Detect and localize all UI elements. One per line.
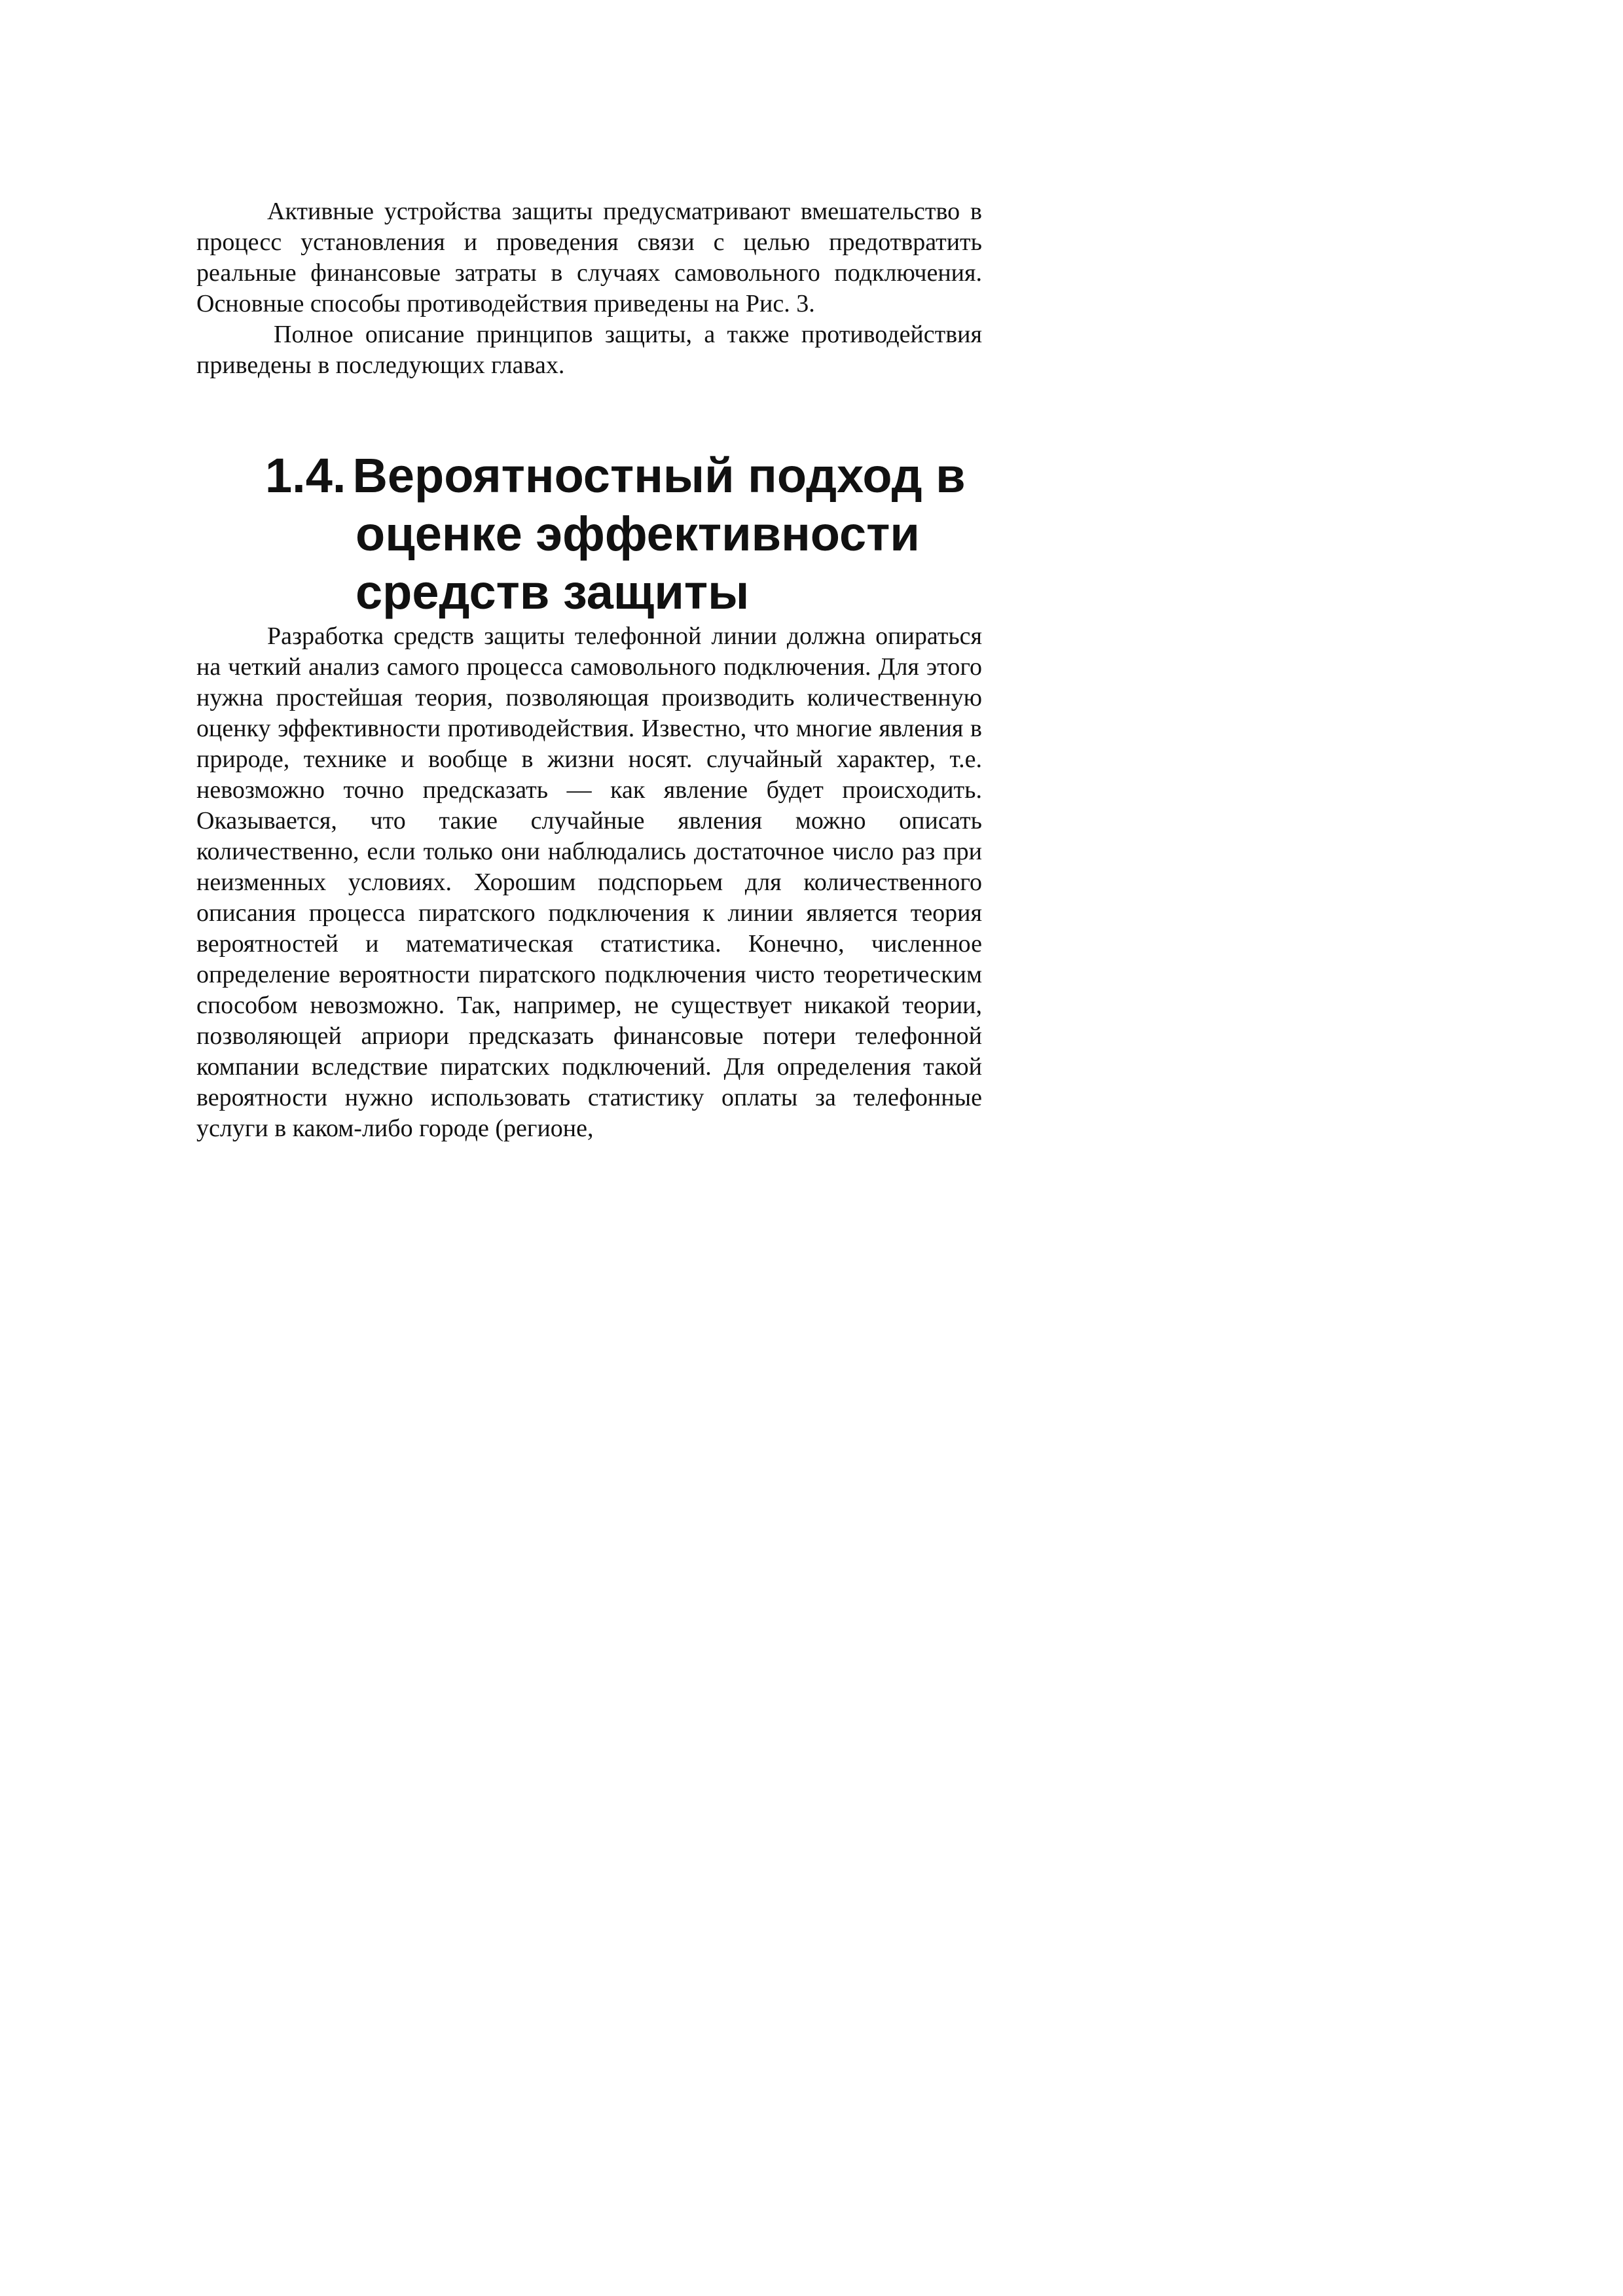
section-number: 1.4. [265, 448, 346, 503]
text-column [196, 196, 982, 1144]
section-heading-line-1 [265, 446, 982, 505]
section-heading-line-3: средств защиты [356, 565, 750, 619]
paragraph-active-protection: Активные устройства защиты предусматривают вмешательство в процесс установления и проведения связи с целью предотвратить реальные финансовые затраты в случаях самовольного подключения. Основные способы противодействия приведены на Рис. 3. [196, 198, 982, 317]
section-title-part-1: Вероятностный подход в [352, 448, 966, 503]
section-heading [196, 446, 982, 621]
section-heading-line-2: оценке эффективности [356, 507, 920, 561]
paragraph-full-description: Полное описание принципов защиты, а также противодействия приведены в последующих главах. [196, 321, 982, 379]
paragraph-probability-approach: Разработка средств защиты телефонной линии должна опираться на четкий анализ самого процесса самовольного подключения. Для этого нужна простейшая теория, позволяющая производить количественную оценку эффективности противодействия. Известно, что многие явления в природе, технике и вообще в жизни носят. случайный характер, т.е. невозможно точно предсказать — как явление будет происходить. Оказывается, что такие случайные явления можно описать количественно, если только они наблюдались достаточное число раз при неизменных условиях. Хорошим подспорьем для количественного описания процесса пиратского подключения к линии является теория вероятностей и математическая статистика. Конечно, численное определение вероятности пиратского подключения чисто теоретическим способом невозможно. Так, например, не существует никакой теории, позволяющей априори предсказать финансовые потери телефонной компании вследствие пиратских подключений. Для определения такой вероятности нужно использовать статистику оплаты за телефонные услуги в каком-либо городе (регионе, [196, 622, 982, 1142]
